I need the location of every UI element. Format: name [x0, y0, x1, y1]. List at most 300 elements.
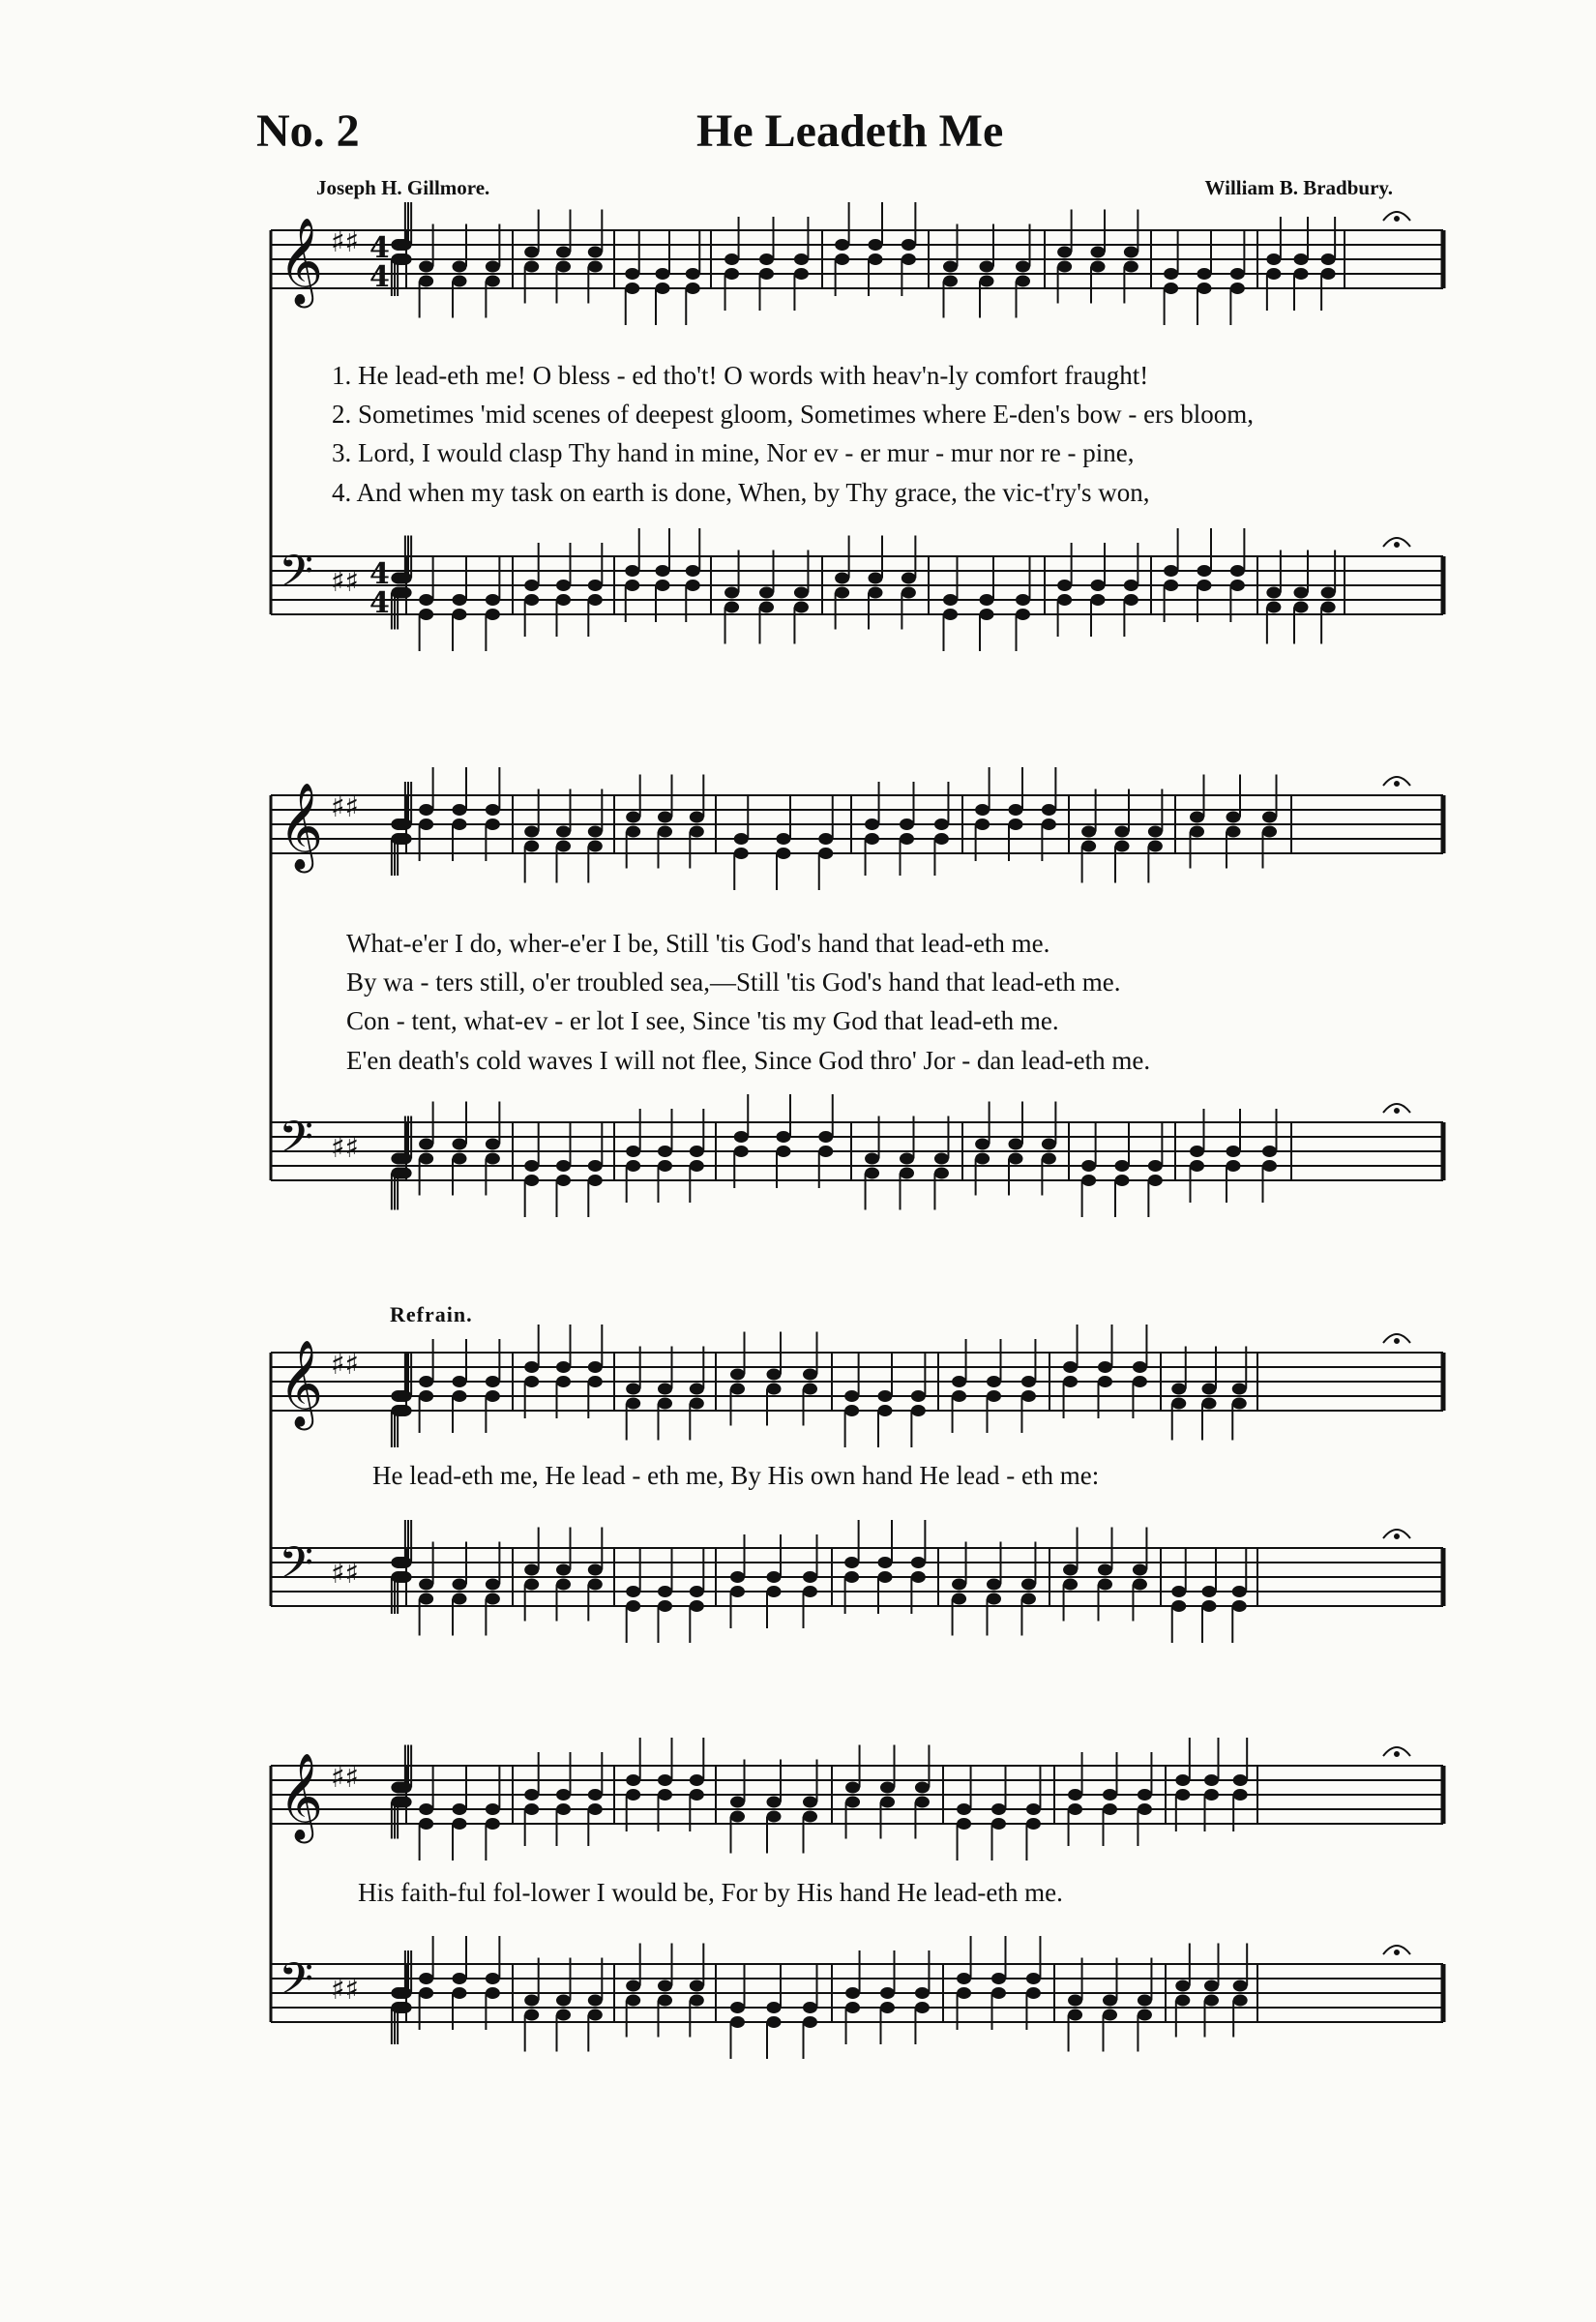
- notehead: [588, 841, 602, 851]
- notehead: [659, 1790, 672, 1801]
- notehead: [846, 1988, 860, 1999]
- notehead: [627, 1146, 640, 1157]
- notehead: [1082, 1161, 1096, 1172]
- notehead: [1172, 1601, 1186, 1612]
- notehead: [1115, 1176, 1129, 1186]
- notehead: [878, 1558, 892, 1568]
- notehead: [420, 1377, 433, 1387]
- notehead: [1230, 580, 1244, 591]
- notehead: [953, 1377, 966, 1387]
- notehead: [901, 254, 915, 265]
- verse-4-line-continued: E'en death's cold waves I will not flee, Since God thro' Jor - dan lead-eth me.: [346, 1046, 1151, 1075]
- notehead: [525, 1995, 539, 2006]
- notehead: [1138, 1804, 1151, 1815]
- notehead: [1124, 261, 1138, 272]
- notehead: [1017, 595, 1030, 606]
- notehead: [656, 580, 669, 591]
- notehead: [588, 1161, 602, 1172]
- notehead: [690, 1790, 703, 1801]
- fermata-dot: [1395, 543, 1400, 548]
- notehead: [845, 1572, 859, 1583]
- notehead: [1232, 1587, 1246, 1597]
- notehead: [980, 276, 993, 286]
- notehead: [486, 610, 499, 620]
- notehead: [690, 1775, 703, 1786]
- notehead: [1230, 283, 1244, 294]
- notehead: [915, 1782, 929, 1793]
- notehead: [1138, 1790, 1151, 1801]
- notehead: [398, 1797, 411, 1807]
- notehead: [659, 1398, 672, 1409]
- notehead: [557, 841, 571, 851]
- notehead: [1267, 587, 1281, 598]
- notehead: [1176, 1790, 1190, 1801]
- notehead: [804, 1384, 817, 1394]
- notehead: [1058, 247, 1072, 257]
- notehead: [398, 254, 411, 265]
- notehead: [1294, 602, 1308, 612]
- notehead: [976, 805, 990, 816]
- notehead: [953, 1391, 966, 1402]
- notehead: [1172, 1384, 1186, 1394]
- notehead: [486, 805, 499, 816]
- treble-clef: 𝄞: [279, 1340, 324, 1427]
- notehead: [420, 610, 433, 620]
- notehead: [819, 834, 833, 845]
- notehead: [686, 580, 699, 591]
- notehead: [980, 261, 993, 272]
- notehead: [1082, 1176, 1096, 1186]
- notehead: [525, 1161, 539, 1172]
- notehead: [1321, 602, 1335, 612]
- notehead: [988, 1391, 1001, 1402]
- notehead: [760, 269, 774, 280]
- notehead: [1205, 1790, 1219, 1801]
- notehead: [453, 805, 466, 816]
- notehead: [804, 2003, 817, 2013]
- notehead: [453, 610, 466, 620]
- notehead: [819, 1146, 833, 1157]
- notehead: [1233, 1980, 1247, 1991]
- notehead: [1233, 1790, 1247, 1801]
- notehead: [690, 1384, 703, 1394]
- notehead: [819, 1132, 833, 1143]
- notehead: [845, 1558, 859, 1568]
- notehead: [1104, 2009, 1117, 2020]
- notehead: [1205, 1980, 1219, 1991]
- notehead: [731, 1587, 745, 1597]
- notehead: [1091, 247, 1105, 257]
- notehead: [690, 1980, 703, 1991]
- notehead: [1042, 1139, 1055, 1149]
- notehead: [777, 1146, 790, 1157]
- notehead: [1133, 1579, 1146, 1590]
- notehead: [869, 240, 882, 251]
- notehead: [659, 1587, 672, 1597]
- verse-2-line-continued: By wa - ters still, o'er troubled sea,—Still 'tis God's hand that lead-eth me.: [346, 968, 1121, 997]
- notehead: [1172, 1587, 1186, 1597]
- notehead: [934, 819, 948, 830]
- notehead: [731, 1384, 745, 1394]
- notehead: [804, 1797, 817, 1807]
- notehead: [958, 1819, 971, 1830]
- fermata-dot: [1395, 1950, 1400, 1955]
- notehead: [398, 573, 411, 583]
- notehead: [525, 1564, 539, 1575]
- notehead: [804, 1369, 817, 1380]
- notehead: [1191, 1161, 1204, 1172]
- notehead: [627, 1980, 640, 1991]
- notehead: [725, 254, 739, 265]
- notehead: [627, 1995, 640, 2006]
- notehead: [846, 1782, 860, 1793]
- notehead: [1230, 269, 1244, 280]
- notehead: [690, 1587, 703, 1597]
- notehead: [453, 1579, 466, 1590]
- notehead: [878, 1391, 892, 1402]
- notehead: [866, 819, 879, 830]
- notehead: [767, 1811, 781, 1822]
- notehead: [836, 240, 849, 251]
- notehead: [659, 1384, 672, 1394]
- key-signature: ♯♯: [331, 1761, 360, 1795]
- notehead: [976, 819, 990, 830]
- notehead: [1017, 261, 1030, 272]
- notehead: [1191, 826, 1204, 837]
- notehead: [1058, 595, 1072, 606]
- notehead: [1232, 1398, 1246, 1409]
- notehead: [588, 247, 602, 257]
- notehead: [1148, 826, 1162, 837]
- notehead: [588, 595, 602, 606]
- notehead: [1021, 1579, 1035, 1590]
- notehead: [1026, 1819, 1040, 1830]
- notehead: [453, 1593, 466, 1604]
- notehead: [1064, 1564, 1078, 1575]
- notehead: [992, 1819, 1006, 1830]
- notehead: [486, 1974, 499, 1984]
- notehead: [1165, 283, 1178, 294]
- verse-4-line: 4. And when my task on earth is done, When, by Thy grace, the vic-t'ry's won,: [332, 478, 1150, 507]
- notehead: [1232, 1601, 1246, 1612]
- key-signature: ♯♯: [331, 225, 360, 259]
- notehead: [794, 602, 808, 612]
- notehead: [525, 841, 539, 851]
- notehead: [901, 1168, 914, 1178]
- fermata-dot: [1395, 782, 1400, 787]
- time-signature: 4: [369, 231, 390, 265]
- notehead: [420, 1988, 433, 1999]
- notehead: [1009, 1139, 1022, 1149]
- notehead: [557, 247, 571, 257]
- notehead: [486, 1153, 499, 1164]
- notehead: [690, 1146, 703, 1157]
- notehead: [934, 1153, 948, 1164]
- notehead: [453, 1988, 466, 1999]
- notehead: [1104, 1804, 1117, 1815]
- notehead: [980, 610, 993, 620]
- refrain-label: Refrain.: [390, 1302, 473, 1326]
- notehead: [915, 1797, 929, 1807]
- notehead: [588, 1377, 602, 1387]
- notehead: [525, 595, 539, 606]
- notehead: [557, 826, 571, 837]
- fermata-dot: [1395, 217, 1400, 222]
- notehead: [1042, 1153, 1055, 1164]
- notehead: [1115, 826, 1129, 837]
- notehead: [686, 269, 699, 280]
- notehead: [626, 580, 639, 591]
- notehead: [760, 254, 774, 265]
- notehead: [1138, 1995, 1151, 2006]
- notehead: [525, 1176, 539, 1186]
- notehead: [725, 269, 739, 280]
- notehead: [525, 1804, 539, 1815]
- notehead: [1233, 1775, 1247, 1786]
- notehead: [1021, 1593, 1035, 1604]
- notehead: [690, 1601, 703, 1612]
- notehead: [453, 1391, 466, 1402]
- notehead: [794, 587, 808, 598]
- notehead: [690, 826, 703, 837]
- notehead: [1176, 1980, 1190, 1991]
- notehead: [1197, 580, 1211, 591]
- notehead: [1233, 1995, 1247, 2006]
- notehead: [1133, 1362, 1146, 1373]
- notehead: [767, 1797, 781, 1807]
- notehead: [486, 1819, 499, 1830]
- fermata-dot: [1395, 1534, 1400, 1539]
- notehead: [690, 1995, 703, 2006]
- notehead: [453, 1819, 466, 1830]
- notehead: [1042, 819, 1055, 830]
- notehead: [958, 1988, 971, 1999]
- notehead: [656, 566, 669, 577]
- key-signature: ♯♯: [331, 565, 360, 599]
- notehead: [398, 834, 411, 845]
- notehead: [659, 1161, 672, 1172]
- notehead: [1017, 276, 1030, 286]
- notehead: [627, 1601, 640, 1612]
- notehead: [557, 580, 571, 591]
- notehead: [627, 1775, 640, 1786]
- notehead: [869, 587, 882, 598]
- notehead: [420, 1593, 433, 1604]
- notehead: [398, 1168, 411, 1178]
- notehead: [881, 1988, 895, 1999]
- notehead: [1191, 812, 1204, 822]
- notehead: [557, 1377, 571, 1387]
- notehead: [760, 587, 774, 598]
- notehead: [1104, 1790, 1117, 1801]
- notehead: [486, 1377, 499, 1387]
- notehead: [777, 848, 790, 859]
- notehead: [486, 1391, 499, 1402]
- notehead: [767, 2003, 781, 2013]
- notehead: [1263, 826, 1277, 837]
- notehead: [846, 2003, 860, 2013]
- notehead: [398, 1988, 411, 1999]
- notehead: [1197, 283, 1211, 294]
- notehead: [804, 1572, 817, 1583]
- bass-clef: 𝄢: [279, 546, 314, 609]
- notehead: [557, 261, 571, 272]
- notehead: [1263, 1146, 1277, 1157]
- notehead: [1191, 1146, 1204, 1157]
- notehead: [1230, 566, 1244, 577]
- notehead: [911, 1572, 925, 1583]
- notehead: [398, 1558, 411, 1568]
- notehead: [881, 1797, 895, 1807]
- notehead: [588, 1790, 602, 1801]
- notehead: [398, 1391, 411, 1402]
- notehead: [588, 2009, 602, 2020]
- notehead: [1069, 1995, 1082, 2006]
- notehead: [686, 283, 699, 294]
- bass-clef: 𝄢: [279, 1953, 314, 2016]
- notehead: [731, 1369, 745, 1380]
- key-signature: ♯♯: [331, 1973, 360, 2007]
- notehead: [845, 1391, 859, 1402]
- notehead: [869, 254, 882, 265]
- notehead: [901, 240, 915, 251]
- notehead: [486, 1804, 499, 1815]
- notehead: [1026, 1804, 1040, 1815]
- notehead: [588, 1995, 602, 2006]
- time-signature: 4: [369, 586, 390, 620]
- notehead: [1294, 269, 1308, 280]
- notehead: [1294, 587, 1308, 598]
- notehead: [486, 595, 499, 606]
- notehead: [1202, 1601, 1216, 1612]
- verse-1-line-continued: What-e'er I do, wher-e'er I be, Still 'tis God's hand that lead-eth me.: [346, 929, 1050, 958]
- notehead: [976, 1153, 990, 1164]
- notehead: [659, 1980, 672, 1991]
- notehead: [878, 1406, 892, 1416]
- notehead: [1082, 841, 1096, 851]
- treble-clef: 𝄞: [279, 1753, 324, 1840]
- notehead: [1202, 1587, 1216, 1597]
- notehead: [1205, 1995, 1219, 2006]
- notehead: [420, 1391, 433, 1402]
- notehead: [1267, 602, 1281, 612]
- notehead: [1321, 254, 1335, 265]
- notehead: [901, 834, 914, 845]
- notehead: [767, 1384, 781, 1394]
- notehead: [525, 261, 539, 272]
- notehead: [453, 595, 466, 606]
- notehead: [915, 2003, 929, 2013]
- notehead: [1021, 1377, 1035, 1387]
- notehead: [992, 1804, 1006, 1815]
- notehead: [453, 1804, 466, 1815]
- notehead: [1227, 1161, 1240, 1172]
- notehead: [1124, 580, 1138, 591]
- notehead: [1232, 1384, 1246, 1394]
- notehead: [731, 2017, 745, 2028]
- notehead: [1197, 269, 1211, 280]
- notehead: [1176, 1775, 1190, 1786]
- notehead: [1021, 1391, 1035, 1402]
- notehead: [901, 819, 914, 830]
- refrain-line-2: His faith-ful fol-lower I would be, For by His hand He lead-eth me.: [358, 1878, 1063, 1907]
- notehead: [731, 1572, 745, 1583]
- notehead: [731, 1797, 745, 1807]
- notehead: [525, 826, 539, 837]
- notehead: [486, 1593, 499, 1604]
- notehead: [988, 1377, 1001, 1387]
- notehead: [944, 595, 958, 606]
- notehead: [1321, 269, 1335, 280]
- notehead: [420, 1139, 433, 1149]
- notehead: [557, 1790, 571, 1801]
- notehead: [453, 1153, 466, 1164]
- notehead: [525, 1790, 539, 1801]
- notehead: [958, 1804, 971, 1815]
- notehead: [777, 834, 790, 845]
- notehead: [453, 1377, 466, 1387]
- notehead: [1009, 805, 1022, 816]
- notehead: [731, 2003, 745, 2013]
- notehead: [869, 573, 882, 583]
- notehead: [690, 1161, 703, 1172]
- notehead: [1009, 819, 1022, 830]
- notehead: [976, 1139, 990, 1149]
- notehead: [734, 1146, 748, 1157]
- notehead: [731, 1811, 745, 1822]
- notehead: [878, 1572, 892, 1583]
- notehead: [911, 1558, 925, 1568]
- notehead: [1099, 1362, 1112, 1373]
- notehead: [1202, 1384, 1216, 1394]
- notehead: [420, 1153, 433, 1164]
- notehead: [1165, 566, 1178, 577]
- notehead: [557, 1161, 571, 1172]
- notehead: [557, 1362, 571, 1373]
- notehead: [725, 587, 739, 598]
- notehead: [525, 2009, 539, 2020]
- key-signature: ♯♯: [331, 790, 360, 824]
- notehead: [659, 1146, 672, 1157]
- notehead: [794, 269, 808, 280]
- key-signature: ♯♯: [331, 1348, 360, 1382]
- notehead: [1099, 1579, 1112, 1590]
- notehead: [767, 2017, 781, 2028]
- notehead: [725, 602, 739, 612]
- treble-clef: 𝄞: [279, 218, 324, 305]
- notehead: [1148, 1176, 1162, 1186]
- notehead: [1042, 805, 1055, 816]
- notehead: [486, 819, 499, 830]
- notehead: [420, 276, 433, 286]
- notehead: [1091, 261, 1105, 272]
- notehead: [557, 1564, 571, 1575]
- notehead: [1064, 1579, 1078, 1590]
- notehead: [420, 1579, 433, 1590]
- hymn-number: No. 2: [256, 105, 360, 157]
- fermata-dot: [1395, 1109, 1400, 1114]
- notehead: [1172, 1398, 1186, 1409]
- notehead: [525, 247, 539, 257]
- notehead: [588, 1362, 602, 1373]
- notehead: [420, 1974, 433, 1984]
- notehead: [1064, 1362, 1078, 1373]
- notehead: [398, 1782, 411, 1793]
- notehead: [866, 1153, 879, 1164]
- time-signature: 4: [369, 557, 390, 591]
- notehead: [1133, 1564, 1146, 1575]
- key-signature: ♯♯: [331, 1557, 360, 1591]
